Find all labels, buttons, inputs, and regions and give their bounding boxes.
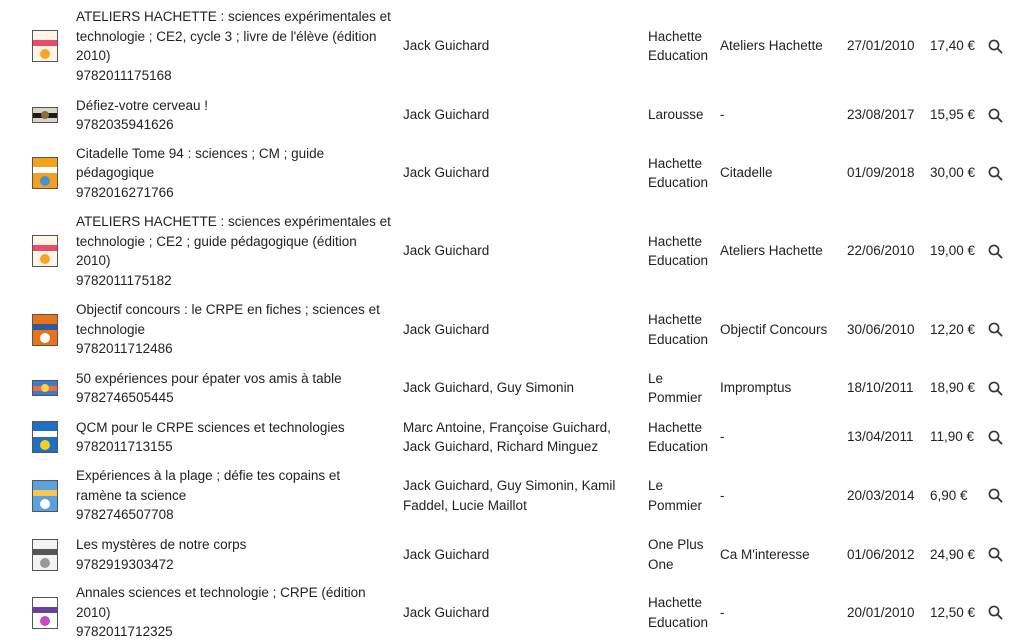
- book-title-line: Annales sciences et technologie ; CRPE (édition: [76, 585, 366, 601]
- isbn: 9782919303472: [76, 556, 174, 572]
- collection-cell: [720, 142, 842, 204]
- date-cell: [847, 142, 923, 204]
- price: 15,95 €: [930, 107, 976, 123]
- book-title-line: ATELIERS HACHETTE : sciences expérimentales et: [76, 214, 391, 229]
- collection: Impromptus: [720, 380, 792, 396]
- search-icon[interactable]: [988, 547, 1003, 562]
- result-row[interactable]: [0, 211, 1024, 291]
- authors-cell: [403, 211, 633, 291]
- publisher-cell: [648, 4, 716, 88]
- publisher-line: Hachette: [648, 155, 703, 171]
- collection-cell: [720, 299, 842, 360]
- search-icon[interactable]: [988, 488, 1003, 503]
- author-line: Jack Guichard: [403, 604, 490, 620]
- cover-illustration: [40, 49, 50, 59]
- title-block: [76, 144, 324, 203]
- book-title-line: 2010): [76, 604, 111, 620]
- book-cover-thumbnail[interactable]: [32, 380, 58, 396]
- cover-cell: [30, 4, 60, 88]
- book-cover-thumbnail[interactable]: [32, 157, 58, 189]
- book-title[interactable]: [76, 96, 208, 116]
- cover-band: [33, 431, 57, 437]
- authors-cell: [403, 582, 633, 643]
- date-cell: [847, 368, 923, 408]
- cover-band: [33, 40, 57, 46]
- price-cell: [930, 142, 978, 204]
- book-title-line: technologie: [76, 321, 146, 337]
- collection: Ca M'interesse: [720, 546, 810, 562]
- title-block: [76, 418, 345, 457]
- authors: [403, 105, 489, 125]
- authors: [403, 545, 489, 565]
- result-row[interactable]: [0, 465, 1024, 526]
- collection-cell: [720, 96, 842, 134]
- collection-cell: [720, 465, 842, 526]
- publisher-cell: [648, 465, 716, 526]
- date-cell: [847, 582, 923, 643]
- title-cell: [76, 96, 394, 134]
- publication-date: 18/10/2011: [847, 380, 914, 396]
- result-row[interactable]: [0, 582, 1024, 643]
- isbn: 9782016271766: [76, 184, 174, 200]
- price: 12,20 €: [930, 321, 976, 337]
- price: 24,90 €: [930, 546, 976, 562]
- price-cell: [930, 416, 978, 458]
- result-row[interactable]: [0, 142, 1024, 204]
- author-line: Jack Guichard: [403, 321, 490, 337]
- cover-cell: [30, 535, 60, 574]
- isbn: 9782011712325: [76, 624, 173, 640]
- collection: Ateliers Hachette: [720, 243, 823, 259]
- authors: [403, 418, 611, 457]
- collection: Citadelle: [720, 165, 773, 181]
- book-cover-thumbnail[interactable]: [32, 30, 58, 62]
- publication-date: 13/04/2011: [847, 429, 914, 445]
- isbn: 9782011175168: [76, 67, 172, 83]
- isbn: 9782011175182: [76, 272, 172, 288]
- view-details-button[interactable]: [986, 582, 1004, 643]
- publisher-cell: [648, 96, 716, 134]
- book-cover-thumbnail[interactable]: [32, 597, 58, 629]
- book-title[interactable]: [76, 300, 380, 339]
- date-cell: [847, 4, 923, 88]
- book-title[interactable]: [76, 466, 340, 505]
- price-cell: [930, 211, 978, 291]
- publication-date: 20/01/2010: [847, 604, 915, 620]
- isbn: 9782011713155: [76, 439, 173, 454]
- publisher-line: Hachette: [648, 28, 703, 44]
- collection: -: [720, 429, 725, 445]
- collection-cell: [720, 535, 842, 574]
- publisher-cell: [648, 416, 716, 458]
- price: 12,50 €: [930, 604, 976, 620]
- date-cell: [847, 465, 923, 526]
- price-cell: [930, 582, 978, 643]
- cover-illustration: [41, 111, 49, 119]
- publisher: [648, 27, 708, 66]
- view-details-button[interactable]: [986, 299, 1004, 360]
- book-title-line: 50 expériences pour épater vos amis à table: [76, 370, 342, 386]
- title-cell: [76, 416, 394, 458]
- result-row[interactable]: [0, 96, 1024, 134]
- publisher: [648, 418, 708, 457]
- authors-cell: [403, 368, 633, 408]
- cover-illustration: [40, 499, 50, 509]
- book-title-line: 2010): [76, 253, 111, 268]
- view-details-button[interactable]: [986, 416, 1004, 458]
- author-line: Marc Antoine, Françoise Guichard,: [403, 419, 611, 435]
- cover-band: [33, 549, 57, 555]
- price-cell: [930, 368, 978, 408]
- cover-cell: [30, 582, 60, 643]
- publisher-line: Le: [648, 478, 664, 493]
- author-line: Jack Guichard, Guy Simonin: [403, 380, 575, 396]
- book-title-line: technologie ; CE2, cycle 3 ; livre de l'élève (édition: [76, 28, 377, 44]
- title-cell: [76, 142, 394, 204]
- publisher-line: Education: [648, 439, 709, 454]
- result-row[interactable]: [0, 416, 1024, 458]
- publisher-line: Larousse: [648, 107, 704, 123]
- book-title-line: 2010): [76, 48, 111, 63]
- price: 30,00 €: [930, 165, 976, 181]
- cover-cell: [30, 142, 60, 204]
- title-block: [76, 369, 342, 408]
- book-title[interactable]: [76, 535, 246, 555]
- collection: -: [720, 107, 725, 123]
- book-cover-thumbnail[interactable]: [32, 314, 58, 346]
- authors: [403, 603, 489, 623]
- publisher: [648, 369, 702, 408]
- book-title[interactable]: [76, 144, 324, 183]
- title-block: [76, 300, 380, 359]
- cover-illustration: [40, 558, 50, 568]
- isbn: 9782035941626: [76, 117, 174, 132]
- collection-cell: [720, 4, 842, 88]
- authors: [403, 36, 489, 56]
- publisher-cell: [648, 299, 716, 360]
- date-cell: [847, 96, 923, 134]
- collection: Objectif Concours: [720, 321, 828, 337]
- cover-band: [33, 245, 57, 251]
- authors-cell: [403, 416, 633, 458]
- book-title-line: Objectif concours : le CRPE en fiches ; sciences et: [76, 302, 380, 318]
- result-row[interactable]: [0, 4, 1024, 88]
- publisher-line: Pommier: [648, 497, 703, 513]
- title-block: [76, 212, 391, 290]
- collection-cell: [720, 211, 842, 291]
- collection-cell: [720, 368, 842, 408]
- cover-cell: [30, 465, 60, 526]
- publisher-cell: [648, 535, 716, 574]
- view-details-button[interactable]: [986, 535, 1004, 574]
- cover-illustration: [40, 616, 50, 626]
- authors-cell: [403, 4, 633, 88]
- title-cell: [76, 582, 394, 643]
- collection: -: [720, 604, 725, 620]
- search-icon[interactable]: [988, 244, 1003, 259]
- publisher: [648, 154, 708, 193]
- collection-cell: [720, 416, 842, 458]
- book-title[interactable]: [76, 212, 391, 271]
- publisher-line: One: [648, 556, 674, 572]
- cover-illustration: [40, 440, 50, 450]
- publisher: [648, 105, 704, 125]
- title-cell: [76, 535, 394, 574]
- title-block: [76, 7, 391, 85]
- publisher-line: Le: [648, 370, 664, 386]
- price-cell: [930, 96, 978, 134]
- publisher-line: Pommier: [648, 390, 703, 405]
- cover-illustration: [40, 176, 50, 186]
- price-cell: [930, 299, 978, 360]
- authors-cell: [403, 299, 633, 360]
- date-cell: [847, 299, 923, 360]
- publisher-line: Education: [648, 253, 709, 268]
- publisher-line: Hachette: [648, 595, 703, 610]
- author-line: Jack Guichard: [403, 243, 490, 259]
- view-details-button[interactable]: [986, 368, 1004, 408]
- date-cell: [847, 416, 923, 458]
- publication-date: 20/03/2014: [847, 487, 915, 503]
- book-cover-thumbnail[interactable]: [32, 539, 58, 571]
- view-details-button[interactable]: [986, 142, 1004, 204]
- book-title-line: QCM pour le CRPE sciences et technologies: [76, 419, 345, 435]
- publisher: [648, 476, 702, 515]
- search-icon[interactable]: [988, 381, 1003, 396]
- search-icon[interactable]: [988, 430, 1003, 445]
- publisher: [648, 232, 708, 271]
- book-title[interactable]: [76, 369, 342, 389]
- cover-cell: [30, 299, 60, 360]
- author-line: Jack Guichard: [403, 38, 490, 54]
- result-row[interactable]: [0, 535, 1024, 574]
- authors: [403, 163, 489, 183]
- publisher-cell: [648, 582, 716, 643]
- result-row[interactable]: [0, 299, 1024, 360]
- authors-cell: [403, 465, 633, 526]
- cover-band: [33, 490, 57, 496]
- cover-band: [33, 324, 57, 330]
- cover-illustration: [41, 384, 49, 392]
- book-title-line: technologie ; CE2 ; guide pédagogique (édition: [76, 233, 357, 249]
- cover-cell: [30, 368, 60, 408]
- publisher-cell: [648, 368, 716, 408]
- authors: [403, 378, 574, 398]
- price: 19,00 €: [930, 243, 976, 259]
- publication-date: 30/06/2010: [847, 321, 915, 337]
- authors: [403, 241, 489, 261]
- view-details-button[interactable]: [986, 211, 1004, 291]
- cover-illustration: [40, 254, 50, 264]
- price-cell: [930, 4, 978, 88]
- title-cell: [76, 299, 394, 360]
- cover-band: [33, 607, 57, 613]
- title-cell: [76, 465, 394, 526]
- isbn: 9782011712486: [76, 341, 173, 357]
- book-cover-thumbnail[interactable]: [32, 421, 58, 453]
- price-cell: [930, 465, 978, 526]
- publisher-cell: [648, 142, 716, 204]
- view-details-button[interactable]: [986, 465, 1004, 526]
- author-line: Jack Guichard, Guy Simonin, Kamil: [403, 478, 616, 493]
- authors-cell: [403, 96, 633, 134]
- book-title[interactable]: [76, 418, 345, 438]
- cover-cell: [30, 416, 60, 458]
- book-title-line: Défiez-votre cerveau !: [76, 97, 209, 113]
- publisher: [648, 310, 708, 349]
- book-title[interactable]: [76, 583, 366, 622]
- book-title-line: Les mystères de notre corps: [76, 537, 247, 552]
- author-line: Faddel, Lucie Maillot: [403, 497, 527, 513]
- publisher-line: Education: [648, 48, 709, 63]
- cover-cell: [30, 96, 60, 134]
- cover-band: [33, 167, 57, 173]
- publisher-line: Education: [648, 331, 709, 347]
- title-cell: [76, 211, 394, 291]
- title-block: [76, 583, 366, 642]
- isbn: 9782746507708: [76, 507, 174, 523]
- price: 18,90 €: [930, 380, 976, 396]
- publisher: [648, 535, 704, 574]
- date-cell: [847, 535, 923, 574]
- result-row[interactable]: [0, 368, 1024, 408]
- book-title-line: Expériences à la plage ; défie tes copains et: [76, 468, 341, 484]
- publisher-cell: [648, 211, 716, 291]
- publisher-line: Hachette: [648, 419, 703, 435]
- publisher-line: Hachette: [648, 312, 703, 327]
- authors: [403, 476, 615, 515]
- publisher-line: Education: [648, 175, 709, 190]
- publication-date: 27/01/2010: [847, 38, 915, 54]
- collection: Ateliers Hachette: [720, 38, 823, 54]
- author-line: Jack Guichard: [403, 107, 490, 123]
- search-icon[interactable]: [988, 39, 1003, 54]
- price: 11,90 €: [930, 429, 975, 445]
- publisher: [648, 593, 708, 632]
- authors: [403, 320, 489, 340]
- isbn: 9782746505445: [76, 390, 174, 405]
- author-line: Jack Guichard: [403, 546, 490, 562]
- price: 17,40 €: [930, 38, 976, 54]
- book-title-line: ramène ta science: [76, 487, 187, 503]
- view-details-button[interactable]: [986, 4, 1004, 88]
- price-cell: [930, 535, 978, 574]
- publication-date: 01/06/2012: [847, 546, 915, 562]
- title-block: [76, 466, 340, 525]
- date-cell: [847, 211, 923, 291]
- publication-date: 01/09/2018: [847, 165, 915, 181]
- collection: -: [720, 487, 725, 503]
- publisher-line: Hachette: [648, 233, 703, 249]
- publication-date: 22/06/2010: [847, 243, 915, 259]
- title-block: [76, 96, 208, 135]
- title-cell: [76, 368, 394, 408]
- book-title-line: pédagogique: [76, 165, 155, 181]
- search-icon[interactable]: [988, 605, 1003, 620]
- author-line: Jack Guichard, Richard Minguez: [403, 439, 599, 454]
- book-cover-thumbnail[interactable]: [32, 107, 58, 123]
- view-details-button[interactable]: [986, 96, 1004, 134]
- search-icon[interactable]: [988, 322, 1003, 337]
- collection-cell: [720, 582, 842, 643]
- book-title-line: Citadelle Tome 94 : sciences ; CM ; guide: [76, 145, 325, 161]
- book-cover-thumbnail[interactable]: [32, 480, 58, 512]
- authors-cell: [403, 142, 633, 204]
- cover-cell: [30, 211, 60, 291]
- publication-date: 23/08/2017: [847, 107, 915, 123]
- title-block: [76, 535, 246, 574]
- price: 6,90 €: [930, 487, 968, 503]
- publisher-line: Education: [648, 614, 709, 630]
- cover-illustration: [40, 333, 50, 343]
- book-title-line: ATELIERS HACHETTE : sciences expérimentales et: [76, 9, 391, 24]
- book-cover-thumbnail[interactable]: [32, 235, 58, 267]
- publisher-line: One Plus: [648, 537, 704, 552]
- title-cell: [76, 4, 394, 88]
- authors-cell: [403, 535, 633, 574]
- search-icon[interactable]: [988, 166, 1003, 181]
- search-icon[interactable]: [988, 108, 1003, 123]
- author-line: Jack Guichard: [403, 165, 490, 181]
- book-title[interactable]: [76, 7, 391, 66]
